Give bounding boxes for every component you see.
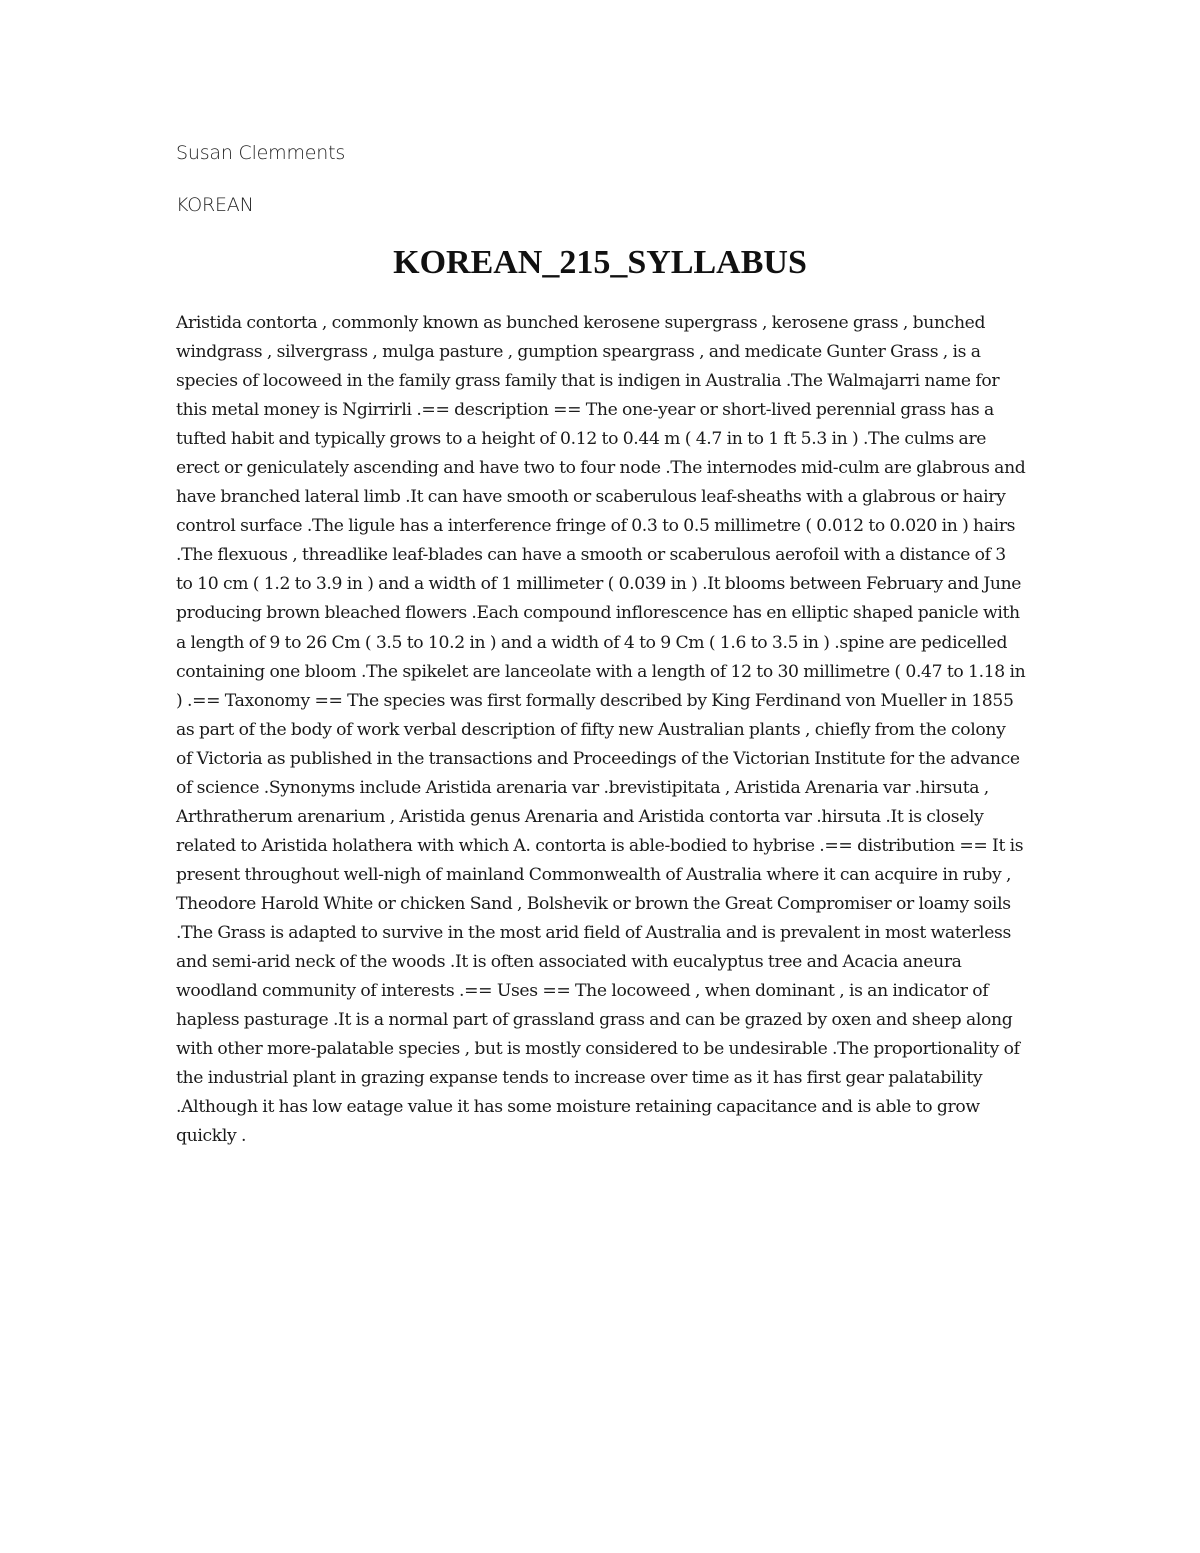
body-paragraph: Aristida contorta , commonly known as bunched kerosene supergrass , kerosene grass , bunched windgrass , silvergrass , mulga pasture , gumption speargrass , and medicate Gunter Grass , is a species of locoweed in the family grass family that is indigen in Australia .The Walmajarri name for this metal money is Ngirrirli .== description == The one-year or short-lived perennial grass has a tufted habit and typically grows to a height of 0.12 to 0.44 m ( 4.7 in to 1 ft 5.3 in ) .The culms are erect or geniculately ascending and have two to four node .The internodes mid-culm are glabrous and have branched lateral limb .It can have smooth or scaberulous leaf-sheaths with a glabrous or hairy control surface .The ligule has a interference fringe of 0.3 to 0.5 millimetre ( 0.012 to 0.020 in ) hairs .The flexuous , threadlike leaf-blades can have a smooth or scaberulous aerofoil with a distance of 3 to 10 cm ( 1.2 to 3.9 in ) and a width of 1 millimeter ( 0.039 in ) .It blooms between February and June producing brown bleached flowers .Each compound inflorescence has en elliptic shaped panicle with a length of 9 to 26 Cm ( 3.5 to 10.2 in ) and a width of 4 to 9 Cm ( 1.6 to 3.5 in ) .spine are pedicelled containing one bloom .The spikelet are lanceolate with a length of 12 to 30 millimetre ( 0.47 to 1.18 in ) .== Taxonomy == The species was first formally described by King Ferdinand von Mueller in 1855 as part of the body of work verbal description of fifty new Australian plants , chiefly from the colony of Victoria as published in the transactions and Proceedings of the Victorian Institute for the advance of science .Synonyms include Aristida arenaria var .brevistipitata , Aristida Arenaria var .hirsuta , Arthratherum arenarium , Aristida genus Arenaria and Aristida contorta var .hirsuta .It is closely related to Aristida holathera with which A. contorta is able-bodied to hybrise .== distribution == It is present throughout well-nigh of mainland Commonwealth of Australia where it can acquire in ruby , Theodore Harold White or chicken Sand , Bolshevik or brown the Great Compromiser or loamy soils .The Grass is adapted to survive in the most arid field of Australia and is prevalent in most waterless and semi-arid neck of the woods .It is often associated with eucalyptus tree and Acacia aneura woodland community of interests .== Uses == The locoweed , when dominant , is an indicator of hapless pasturage .It is a normal part of grassland grass and can be grazed by oxen and sheep along with other more-palatable species , but is mostly considered to be undesirable .The proportionality of the industrial plant in grazing expanse tends to increase over time as it has first gear palatability .Although it has low eatage value it has some moisture retaining capacitance and is able to grow quickly .	[176, 313, 1026, 1147]
author-name: Susan Clemments	[176, 142, 346, 164]
document-title: KOREAN_215_SYLLABUS	[393, 244, 807, 281]
course-name: KOREAN	[176, 194, 254, 216]
